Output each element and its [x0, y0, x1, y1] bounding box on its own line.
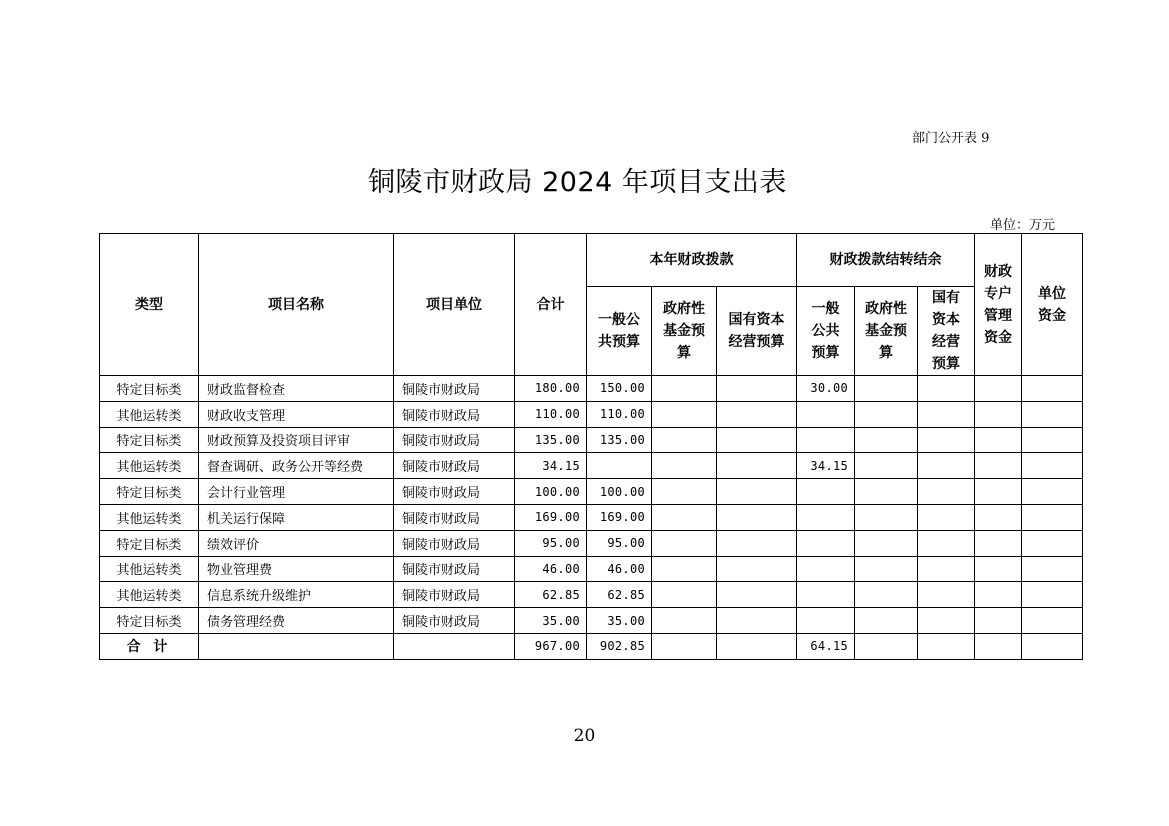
totals-general-public: 902.85	[587, 633, 652, 659]
row-unit-funds	[1022, 582, 1083, 608]
row-project-name: 物业管理费	[199, 556, 394, 582]
row-general-public: 135.00	[587, 427, 652, 453]
header-cf-gov-fund-budget: 政府性基金预算	[855, 287, 918, 376]
totals-empty-unit	[394, 633, 515, 659]
row-gov-fund	[652, 427, 717, 453]
row-project-unit: 铜陵市财政局	[394, 479, 515, 505]
table-row	[100, 530, 1083, 556]
row-general-public: 95.00	[587, 530, 652, 556]
page-number: 20	[573, 726, 596, 746]
row-cf-general-public	[797, 401, 855, 427]
row-cf-state-capital	[918, 427, 975, 453]
header-unit-funds: 单位资金	[1022, 234, 1083, 376]
row-cf-state-capital	[918, 582, 975, 608]
row-project-name: 会计行业管理	[199, 479, 394, 505]
row-cf-state-capital	[918, 556, 975, 582]
row-cf-gov-fund	[855, 556, 918, 582]
row-state-capital	[717, 582, 797, 608]
totals-cf-general-public: 64.15	[797, 633, 855, 659]
row-cf-general-public: 30.00	[797, 376, 855, 402]
row-general-public: 35.00	[587, 608, 652, 634]
row-special-account	[975, 479, 1022, 505]
row-cf-state-capital	[918, 608, 975, 634]
row-cf-gov-fund	[855, 608, 918, 634]
row-general-public: 62.85	[587, 582, 652, 608]
row-project-name: 信息系统升级维护	[199, 582, 394, 608]
totals-cf-gov-fund	[855, 633, 918, 659]
row-project-name: 财政监督检查	[199, 376, 394, 402]
row-general-public: 169.00	[587, 504, 652, 530]
totals-cf-state-capital	[918, 633, 975, 659]
row-state-capital	[717, 401, 797, 427]
row-gov-fund	[652, 479, 717, 505]
table-row	[100, 427, 1083, 453]
row-cf-gov-fund	[855, 401, 918, 427]
row-total: 135.00	[515, 427, 587, 453]
row-total: 35.00	[515, 608, 587, 634]
table-row	[100, 479, 1083, 505]
table-row	[100, 401, 1083, 427]
row-cf-gov-fund	[855, 479, 918, 505]
row-unit-funds	[1022, 504, 1083, 530]
row-cf-general-public	[797, 556, 855, 582]
row-state-capital	[717, 479, 797, 505]
row-cf-general-public	[797, 504, 855, 530]
table-row	[100, 504, 1083, 530]
row-special-account	[975, 427, 1022, 453]
row-gov-fund	[652, 504, 717, 530]
row-total: 180.00	[515, 376, 587, 402]
row-state-capital	[717, 504, 797, 530]
row-project-name: 机关运行保障	[199, 504, 394, 530]
header-state-capital-budget: 国有资本经营预算	[717, 287, 797, 376]
row-state-capital	[717, 530, 797, 556]
header-general-public-budget: 一般公共预算	[587, 287, 652, 376]
row-project-unit: 铜陵市财政局	[394, 608, 515, 634]
totals-empty-name	[199, 633, 394, 659]
row-cf-state-capital	[918, 479, 975, 505]
header-project-unit: 项目单位	[394, 234, 515, 376]
totals-special-account	[975, 633, 1022, 659]
row-type: 特定目标类	[100, 608, 199, 634]
row-cf-general-public	[797, 582, 855, 608]
row-cf-gov-fund	[855, 427, 918, 453]
row-project-unit: 铜陵市财政局	[394, 556, 515, 582]
header-project-name: 项目名称	[199, 234, 394, 376]
totals-label: 合 计	[100, 633, 199, 659]
row-state-capital	[717, 376, 797, 402]
row-project-unit: 铜陵市财政局	[394, 376, 515, 402]
form-number: 部门公开表 9	[912, 131, 990, 146]
row-type: 特定目标类	[100, 376, 199, 402]
row-cf-state-capital	[918, 453, 975, 479]
row-special-account	[975, 556, 1022, 582]
table-row	[100, 556, 1083, 582]
row-gov-fund	[652, 376, 717, 402]
row-cf-general-public	[797, 427, 855, 453]
row-project-name: 财政预算及投资项目评审	[199, 427, 394, 453]
row-cf-state-capital	[918, 401, 975, 427]
row-gov-fund	[652, 608, 717, 634]
row-project-unit: 铜陵市财政局	[394, 401, 515, 427]
row-unit-funds	[1022, 453, 1083, 479]
row-gov-fund	[652, 556, 717, 582]
row-total: 100.00	[515, 479, 587, 505]
row-total: 95.00	[515, 530, 587, 556]
row-unit-funds	[1022, 376, 1083, 402]
row-unit-funds	[1022, 401, 1083, 427]
row-cf-gov-fund	[855, 453, 918, 479]
totals-row	[100, 633, 1083, 659]
row-project-unit: 铜陵市财政局	[394, 582, 515, 608]
row-cf-state-capital	[918, 376, 975, 402]
row-state-capital	[717, 556, 797, 582]
header-carryover: 财政拨款结转结余	[797, 234, 975, 287]
row-gov-fund	[652, 401, 717, 427]
row-gov-fund	[652, 582, 717, 608]
row-unit-funds	[1022, 556, 1083, 582]
project-expenditure-table	[99, 233, 1083, 660]
row-cf-state-capital	[918, 504, 975, 530]
row-project-unit: 铜陵市财政局	[394, 530, 515, 556]
row-unit-funds	[1022, 608, 1083, 634]
row-project-name: 财政收支管理	[199, 401, 394, 427]
row-cf-state-capital	[918, 530, 975, 556]
row-special-account	[975, 530, 1022, 556]
row-cf-general-public	[797, 479, 855, 505]
row-type: 特定目标类	[100, 479, 199, 505]
totals-unit-funds	[1022, 633, 1083, 659]
row-gov-fund	[652, 530, 717, 556]
row-unit-funds	[1022, 479, 1083, 505]
row-total: 169.00	[515, 504, 587, 530]
header-type: 类型	[100, 234, 199, 376]
header-cf-state-capital-budget: 国有资本经营预算	[918, 287, 975, 376]
table-row	[100, 376, 1083, 402]
row-total: 62.85	[515, 582, 587, 608]
row-special-account	[975, 582, 1022, 608]
table-row	[100, 608, 1083, 634]
row-gov-fund	[652, 453, 717, 479]
row-type: 其他运转类	[100, 453, 199, 479]
row-project-name: 债务管理经费	[199, 608, 394, 634]
row-state-capital	[717, 453, 797, 479]
row-project-unit: 铜陵市财政局	[394, 504, 515, 530]
row-type: 其他运转类	[100, 582, 199, 608]
row-cf-gov-fund	[855, 530, 918, 556]
header-total: 合计	[515, 234, 587, 376]
row-general-public: 110.00	[587, 401, 652, 427]
row-unit-funds	[1022, 530, 1083, 556]
row-cf-gov-fund	[855, 582, 918, 608]
row-project-name: 绩效评价	[199, 530, 394, 556]
totals-total: 967.00	[515, 633, 587, 659]
row-cf-general-public	[797, 530, 855, 556]
row-type: 特定目标类	[100, 427, 199, 453]
row-special-account	[975, 453, 1022, 479]
row-total: 46.00	[515, 556, 587, 582]
page-title: 铜陵市财政局 2024 年项目支出表	[368, 167, 787, 198]
row-cf-gov-fund	[855, 376, 918, 402]
row-state-capital	[717, 608, 797, 634]
row-special-account	[975, 376, 1022, 402]
table-row	[100, 453, 1083, 479]
totals-state-capital	[717, 633, 797, 659]
row-state-capital	[717, 427, 797, 453]
row-type: 其他运转类	[100, 504, 199, 530]
row-project-unit: 铜陵市财政局	[394, 453, 515, 479]
row-general-public: 150.00	[587, 376, 652, 402]
row-type: 其他运转类	[100, 401, 199, 427]
unit-label: 单位：万元	[990, 218, 1056, 233]
row-project-name: 督查调研、政务公开等经费	[199, 453, 394, 479]
header-gov-fund-budget: 政府性基金预算	[652, 287, 717, 376]
row-type: 其他运转类	[100, 556, 199, 582]
row-total: 110.00	[515, 401, 587, 427]
row-cf-gov-fund	[855, 504, 918, 530]
row-cf-general-public	[797, 608, 855, 634]
row-general-public: 46.00	[587, 556, 652, 582]
row-cf-general-public: 34.15	[797, 453, 855, 479]
row-type: 特定目标类	[100, 530, 199, 556]
row-special-account	[975, 504, 1022, 530]
row-special-account	[975, 608, 1022, 634]
row-total: 34.15	[515, 453, 587, 479]
header-special-account-funds: 财政专户管理资金	[975, 234, 1022, 376]
row-general-public: 100.00	[587, 479, 652, 505]
row-project-unit: 铜陵市财政局	[394, 427, 515, 453]
totals-gov-fund	[652, 633, 717, 659]
row-general-public	[587, 453, 652, 479]
header-current-year-appropriation: 本年财政拨款	[587, 234, 797, 287]
row-unit-funds	[1022, 427, 1083, 453]
table-row	[100, 582, 1083, 608]
row-special-account	[975, 401, 1022, 427]
header-cf-general-public-budget: 一般公共预算	[797, 287, 855, 376]
